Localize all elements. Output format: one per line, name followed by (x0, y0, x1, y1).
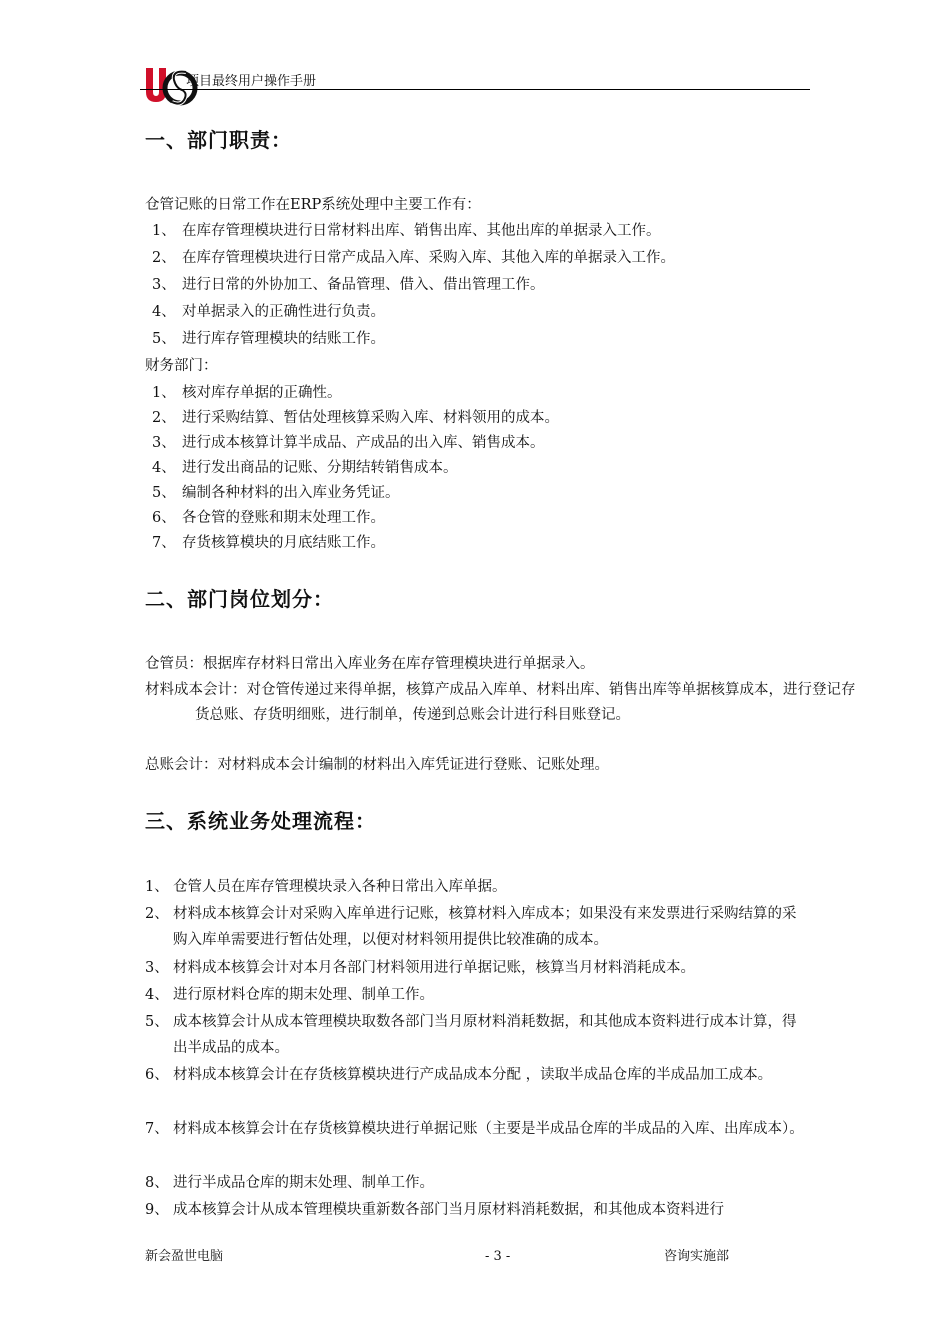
list-item (152, 508, 385, 528)
list-item-number: 1、 (152, 223, 176, 239)
list-item-text: 进行发出商品的记账、分期结转销售成本。 (182, 460, 458, 476)
list-item-number: 2、 (152, 410, 176, 426)
list-item-text: 编制各种材料的出入库业务凭证。 (182, 485, 400, 501)
list-item (152, 302, 385, 322)
list-item-text: 对单据录入的正确性进行负责。 (182, 304, 385, 320)
step-text: 材料成本核算会计对本月各部门材料领用进行单据记账，核算当月材料消耗成本。 (173, 960, 695, 976)
header-rule (140, 89, 810, 90)
list-item (152, 433, 545, 453)
list-item-text: 存货核算模块的月底结账工作。 (182, 535, 385, 551)
list-item-text: 进行采购结算、暂估处理核算采购入库、材料领用的成本。 (182, 410, 559, 426)
list-item-number: 3、 (152, 277, 176, 293)
process-step (145, 901, 810, 953)
process-step (145, 1116, 810, 1142)
step-number: 8、 (145, 1175, 169, 1191)
step-number: 3、 (145, 960, 169, 976)
role-item: 总账会计：对材料成本会计编制的材料出入库凭证进行登账、记账处理。 (145, 757, 609, 773)
list-item-number: 6、 (152, 510, 176, 526)
list-item (152, 248, 675, 268)
list-item-text: 在库存管理模块进行日常材料出库、销售出库、其他出库的单据录入工作。 (182, 223, 661, 239)
section-heading-2: 二、部门岗位划分： (145, 587, 334, 611)
step-text: 仓管人员在库存管理模块录入各种日常出入库单据。 (173, 879, 507, 895)
list-item (152, 533, 385, 553)
process-step (145, 1197, 810, 1223)
list-item-text: 核对库存单据的正确性。 (182, 385, 342, 401)
step-number: 7、 (145, 1121, 169, 1137)
list-item-number: 2、 (152, 250, 176, 266)
step-text: 材料成本核算会计对采购入库单进行记账，核算材料入库成本；如果没有来发票进行采购结算的采购入库单需要进行暂估处理，以便对材料领用提供比较准确的成本。 (173, 906, 797, 948)
process-step (145, 1062, 810, 1088)
process-step (145, 1170, 810, 1196)
step-text: 进行原材料仓库的期末处理、制单工作。 (173, 987, 434, 1003)
list-item (152, 483, 400, 503)
step-number: 4、 (145, 987, 169, 1003)
step-number: 6、 (145, 1067, 169, 1083)
step-text: 材料成本核算会计在存货核算模块进行产成品成本分配 ，读取半成品仓库的半成品加工成本。 (173, 1067, 773, 1083)
list-item-number: 4、 (152, 460, 176, 476)
page-header (140, 60, 810, 112)
section-heading-1: 一、部门职责： (145, 128, 292, 152)
section-1-intro: 仓管记账的日常工作在ERP系统处理中主要工作有： (145, 197, 481, 213)
section-1-intro-2: 财务部门： (145, 358, 218, 374)
list-item-number: 7、 (152, 535, 176, 551)
header-title: 项目最终用户操作手册 (186, 74, 317, 89)
list-item-number: 3、 (152, 435, 176, 451)
role-item: 仓管员：根据库存材料日常出入库业务在库存管理模块进行单据录入。 (145, 656, 595, 672)
list-item-text: 进行库存管理模块的结账工作。 (182, 331, 385, 347)
list-item (152, 275, 545, 295)
step-number: 5、 (145, 1014, 169, 1030)
list-item (152, 408, 559, 428)
step-number: 2、 (145, 906, 169, 922)
list-item-number: 5、 (152, 485, 176, 501)
list-item (152, 329, 385, 349)
process-step (145, 874, 810, 900)
list-item-number: 5、 (152, 331, 176, 347)
footer-left: 新会盈世电脑 (145, 1249, 224, 1264)
list-item-text: 进行日常的外协加工、备品管理、借入、借出管理工作。 (182, 277, 545, 293)
list-item-text: 在库存管理模块进行日常产成品入库、采购入库、其他入库的单据录入工作。 (182, 250, 675, 266)
process-step (145, 1009, 810, 1061)
step-text: 成本核算会计从成本管理模块重新数各部门当月原材料消耗数据，和其他成本资料进行 (173, 1202, 724, 1218)
step-text: 成本核算会计从成本管理模块取数各部门当月原材料消耗数据，和其他成本资料进行成本计算，得出半成品的成本。 (173, 1014, 797, 1056)
step-text: 进行半成品仓库的期末处理、制单工作。 (173, 1175, 434, 1191)
footer-right: 咨询实施部 (664, 1249, 730, 1264)
section-heading-3: 三、系统业务处理流程： (145, 809, 376, 833)
step-number: 9、 (145, 1202, 169, 1218)
process-step (145, 955, 810, 981)
list-item (152, 383, 342, 403)
list-item-text: 进行成本核算计算半成品、产成品的出入库、销售成本。 (182, 435, 545, 451)
list-item (152, 221, 661, 241)
list-item-text: 各仓管的登账和期末处理工作。 (182, 510, 385, 526)
list-item-number: 4、 (152, 304, 176, 320)
process-step (145, 982, 810, 1008)
page-number: - 3 - (485, 1249, 511, 1264)
role-item: 材料成本会计：对仓管传递过来得单据，核算产成品入库单、材料出库、销售出库等单据核算成本，进行登记存货总账、存货明细账，进行制单，传递到总账会计进行科目账登记。 (145, 682, 856, 723)
step-number: 1、 (145, 879, 169, 895)
step-text: 材料成本核算会计在存货核算模块进行单据记账（主要是半成品仓库的半成品的入库、出库成本）。 (173, 1121, 804, 1137)
list-item (152, 458, 458, 478)
list-item-number: 1、 (152, 385, 176, 401)
